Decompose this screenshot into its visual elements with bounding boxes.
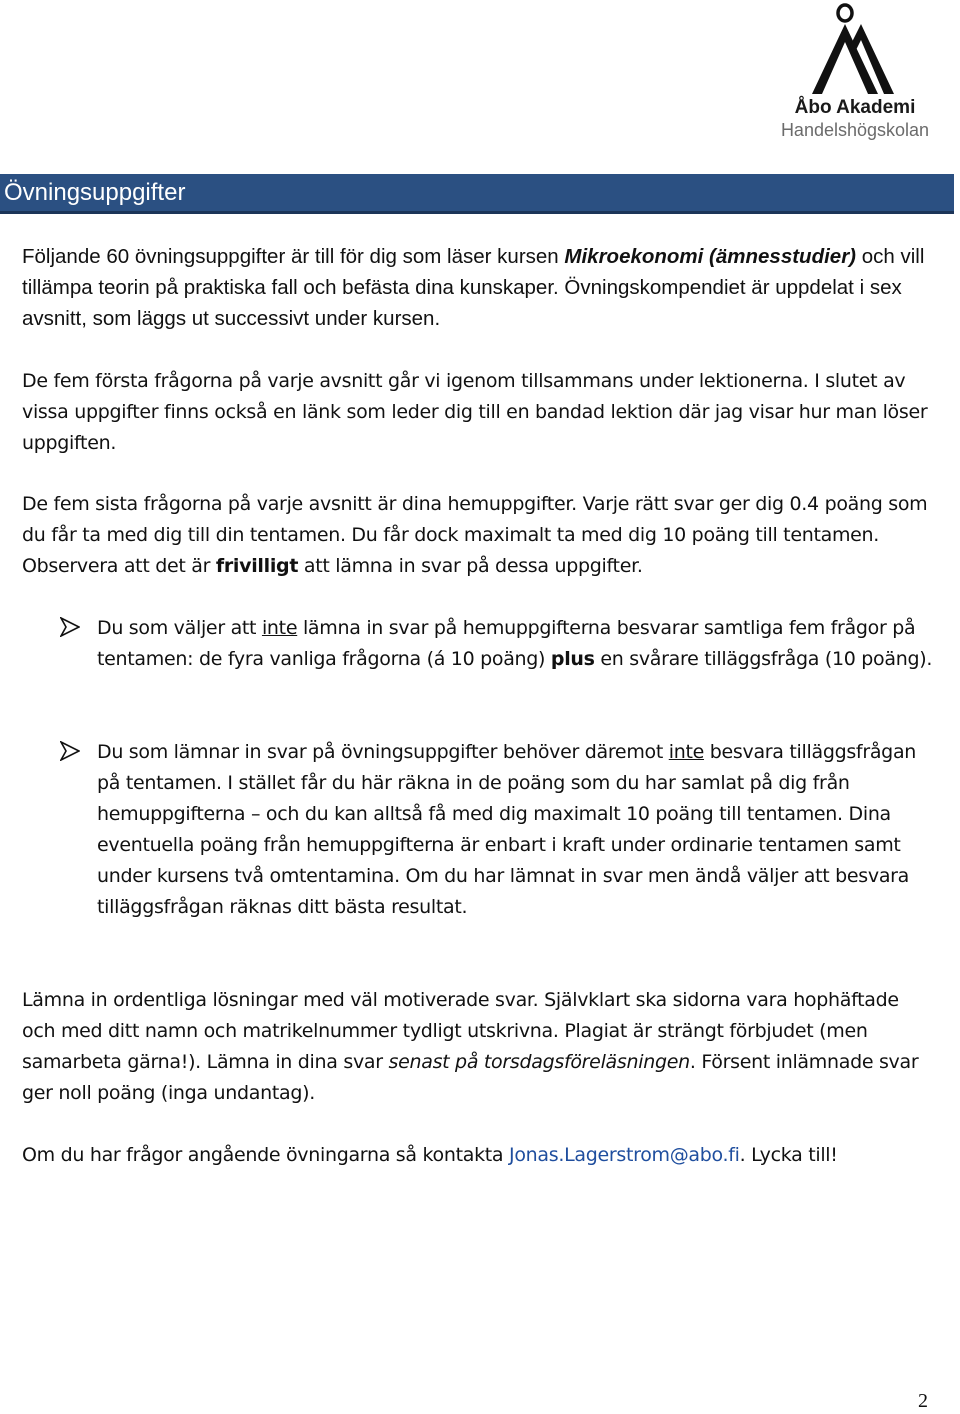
submission-text-1: Lämna in ordentliga lösningar med väl motiverade svar. Självklart ska sidorna vara hophäftade och med ditt namn och matrikelnummer tydligt utskrivna. Plagiat är strängt förbjudet (men samarbeta gärna!). Lämna in dina svar — [22, 989, 899, 1073]
bullet1-text-2: lämna in svar på hemuppgifterna besvarar samtliga fem frågor på tentamen: de fyra vanliga frågorna (á 10 poäng) — [97, 617, 916, 670]
intro-paragraph — [22, 241, 932, 334]
bullet2-text-2: besvara tilläggsfrågan på tentamen. I stället får du här räkna in de poäng som du har samlat på dig från hemuppgifterna – och du kan alltså få med dig maximalt 10 poäng till tentamen. Dina eventuella poäng från hemuppgifterna är enbart i kraft under ordinarie tentamen samt under kursens två omtentamina. Om du har lämnat in svar men ändå väljer att besvara tilläggsfrågan räknas ditt bästa resultat. — [97, 741, 917, 918]
homework-text-2: att lämna in svar på dessa uppgifter. — [298, 555, 643, 577]
contact-text-1: Om du har frågor angående övningarna så kontakta — [22, 1144, 510, 1166]
arrow-bullet-icon — [60, 741, 80, 761]
university-logo — [770, 2, 940, 142]
intro-text-1: Följande 60 övningsuppgifter är till för dig som läser kursen — [22, 245, 565, 268]
submission-paragraph — [22, 985, 937, 1109]
intro-text-2: och vill tillämpa teorin på praktiska fall och befästa dina kunskaper. Övningskompendiet är uppdelat i sex avsnitt, som läggs ut successivt under kursen. — [22, 245, 925, 330]
logo-subtitle: Handelshögskolan — [780, 120, 930, 140]
contact-email-link[interactable]: Jonas.Lagerstrom@abo.fi — [509, 1144, 740, 1166]
bullet-text — [97, 737, 937, 923]
homework-text-1: De fem sista frågorna på varje avsnitt är dina hemuppgifter. Varje rätt svar ger dig 0.4 poäng som du får ta med dig till din tentamen. Du får dock maximalt ta med dig 10 poäng till tentamen. Observera att det är — [22, 493, 928, 577]
page-title: Övningsuppgifter — [4, 179, 186, 206]
bullet1-bold: plus — [550, 648, 595, 670]
arrow-bullet-icon — [60, 617, 80, 637]
bullet1-underline: inte — [261, 617, 298, 639]
bullet2-underline: inte — [668, 741, 705, 763]
homework-paragraph — [22, 489, 937, 582]
abo-akademi-emblem-icon — [804, 2, 904, 98]
deadline-emphasis: senast på torsdagsföreläsningen — [388, 1051, 690, 1073]
page-number: 2 — [918, 1390, 928, 1412]
voluntary-emphasis: frivilligt — [215, 555, 299, 577]
contact-text-2: . Lycka till! — [739, 1144, 838, 1166]
logo-name: Åbo Akademi — [794, 97, 916, 118]
section-header — [0, 174, 954, 214]
bullet2-text-1: Du som lämnar in svar på övningsuppgifter behöver däremot — [97, 741, 669, 763]
lecture-paragraph: De fem första frågorna på varje avsnitt går vi igenom tillsammans under lektionerna. I slutet av vissa uppgifter finns också en länk som leder dig till en bandad lektion där jag visar hur man löser uppgiften. — [22, 370, 928, 454]
bullet-text — [97, 613, 937, 675]
bullet1-text-3: en svårare tilläggsfråga (10 poäng). — [594, 648, 933, 670]
bullet1-text-1: Du som väljer att — [97, 617, 262, 639]
contact-paragraph — [22, 1140, 937, 1171]
course-name: Mikroekonomi (ämnesstudier) — [564, 245, 857, 268]
submission-text-2: . Försent inlämnade svar ger noll poäng (inga undantag). — [22, 1051, 919, 1104]
